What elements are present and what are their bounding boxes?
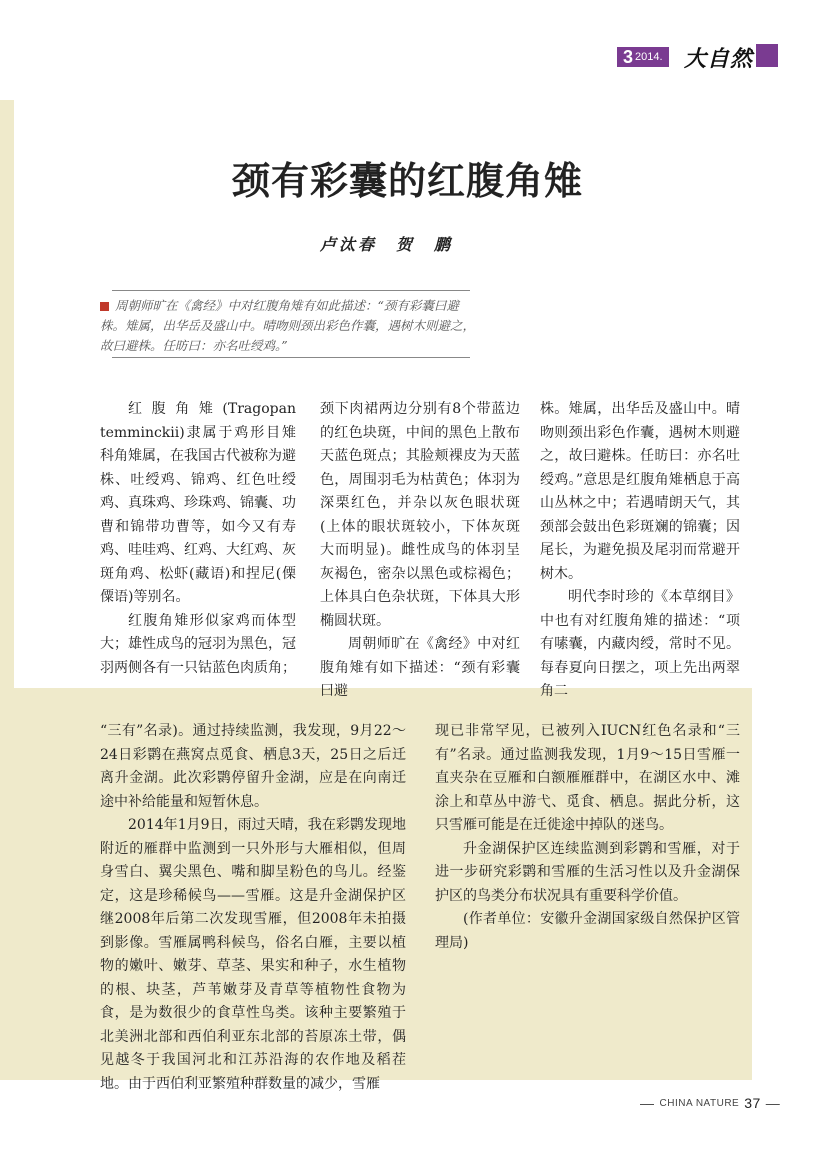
paragraph: 现已非常罕见，已被列入IUCN红色名录和“三有”名录。通过监测我发现，1月9～15日雪雁一直夹杂在豆雁和白额雁雁群中，在湖区水中、滩涂上和草丛中游弋、觅食、栖息。据此分析，这只雪雁可能是在迁徙途中掉队的迷鸟。 [435, 723, 740, 833]
paragraph: 红腹角雉形似家鸡而体型大；雄性成鸟的冠羽为黑色，冠羽两侧各有一只钴蓝色肉质角； [100, 612, 296, 676]
header-accent-block [756, 44, 778, 67]
body-column-3 [540, 398, 740, 704]
body-column-1 [100, 398, 296, 680]
page-footer [640, 1095, 780, 1111]
article-abstract [100, 296, 480, 356]
paragraph: 明代李时珍的《本草纲目》中也有对红腹角雉的描述：“项有嗉囊，内藏肉绶，常时不见。每春夏向日摆之，项上先出两翠角二 [540, 589, 740, 699]
magazine-logo: 大自然 [684, 46, 754, 72]
page-number: 37 [744, 1095, 761, 1111]
author-affiliation: (作者单位：安徽升金湖国家级自然保护区管理局) [435, 911, 740, 951]
abstract-top-rule [112, 290, 470, 291]
paragraph: 2014年1月9日，雨过天晴，我在彩鹮发现地附近的雁群中监测到一只外形与大雁相似，但周身雪白、翼尖黑色、嘴和脚呈粉色的鸟儿。经鉴定，这是珍稀候鸟——雪雁。这是升金湖保护区继2008年后第二次发现雪雁，但2008年未拍摄到影像。雪雁属鸭科候鸟，俗名白雁，主要以植物的嫩叶、嫩芽、草茎、果实和种子，水生植物的根、块茎，芦苇嫩芽及青草等植物性食物为食，是为数很少的食草性鸟类。该种主要繁殖于北美洲北部和西伯利亚东北部的苔原冻土带，偶见越冬于我国河北和江苏沿海的农作地及稻茬地。由于西伯利亚繁殖种群数量的减少，雪雁 [100, 817, 406, 1092]
bottom-column-right [435, 720, 740, 955]
article-title: 颈有彩囊的红腹角雉 [231, 159, 583, 203]
issue-number: 3 [623, 46, 634, 67]
paragraph: 株。雉属，出华岳及盛山中。晴昒则颈出彩色作囊，遇树木则避之，故曰避株。任昉曰：亦名吐绶鸡。”意思是红腹角雉栖息于高山丛林之中；若遇晴朗天气，其颈部会鼓出色彩斑斓的锦囊；因尾长，为避免损及尾羽而常避开树木。 [540, 401, 740, 582]
issue-badge [617, 47, 669, 67]
paragraph: 周朝师旷在《禽经》中对红腹角雉有如下描述：“颈有彩囊曰避 [320, 636, 520, 699]
abstract-bullet-icon [100, 302, 109, 311]
article-authors: 卢汰春 贺 鹏 [320, 235, 454, 254]
footer-dash-right: — [765, 1095, 781, 1111]
paragraph: 红腹角雉(Tragopan temminckii)隶属于鸡形目雉科角雉属，在我国古代被称为避株、吐绶鸡、锦鸡、红色吐绶鸡、真珠鸡、珍珠鸡、锦囊、功曹和锦带功曹等，如今又有寿鸡、哇哇鸡、红鸡、大红鸡、灰斑角鸡、松虾(藏语)和捏尼(傈僳语)等别名。 [100, 401, 296, 605]
body-column-2 [320, 398, 520, 704]
footer-dash-left: — [640, 1095, 655, 1111]
paragraph: 颈下肉裙两边分别有8个带蓝边的红色块斑，中间的黑色上散布天蓝色斑点；其脸颊裸皮为天蓝色，周围羽毛为枯黄色；体羽为深栗红色，并杂以灰色眼状斑(上体的眼状斑较小，下体灰斑大而明显)。雌性成鸟的体羽呈灰褐色，密杂以黑色或棕褐色；上体具白色杂状斑，下体具大形椭圆状斑。 [320, 401, 520, 629]
footer-magazine-name: CHINA NATURE [659, 1097, 740, 1109]
paragraph: “三有”名录)。通过持续监测，我发现，9月22～24日彩鹮在燕窝点觅食、栖息3天，25日之后迁离升金湖。此次彩鹮停留升金湖，应是在向南迁途中补给能量和短暂休息。 [100, 723, 406, 810]
abstract-bottom-rule [112, 357, 470, 358]
abstract-text: 周朝师旷在《禽经》中对红腹角雉有如此描述：“颈有彩囊曰避株。雉属，出华岳及盛山中。晴昒则颈出彩色作囊，遇树木则避之，故曰避株。任昉曰：亦名吐绶鸡。” [100, 298, 476, 353]
issue-year: 2014. [635, 51, 663, 63]
bottom-column-left [100, 720, 406, 1096]
paragraph: 升金湖保护区连续监测到彩鹮和雪雁，对于进一步研究彩鹮和雪雁的生活习性以及升金湖保护区的鸟类分布状况具有重要科学价值。 [435, 840, 740, 904]
